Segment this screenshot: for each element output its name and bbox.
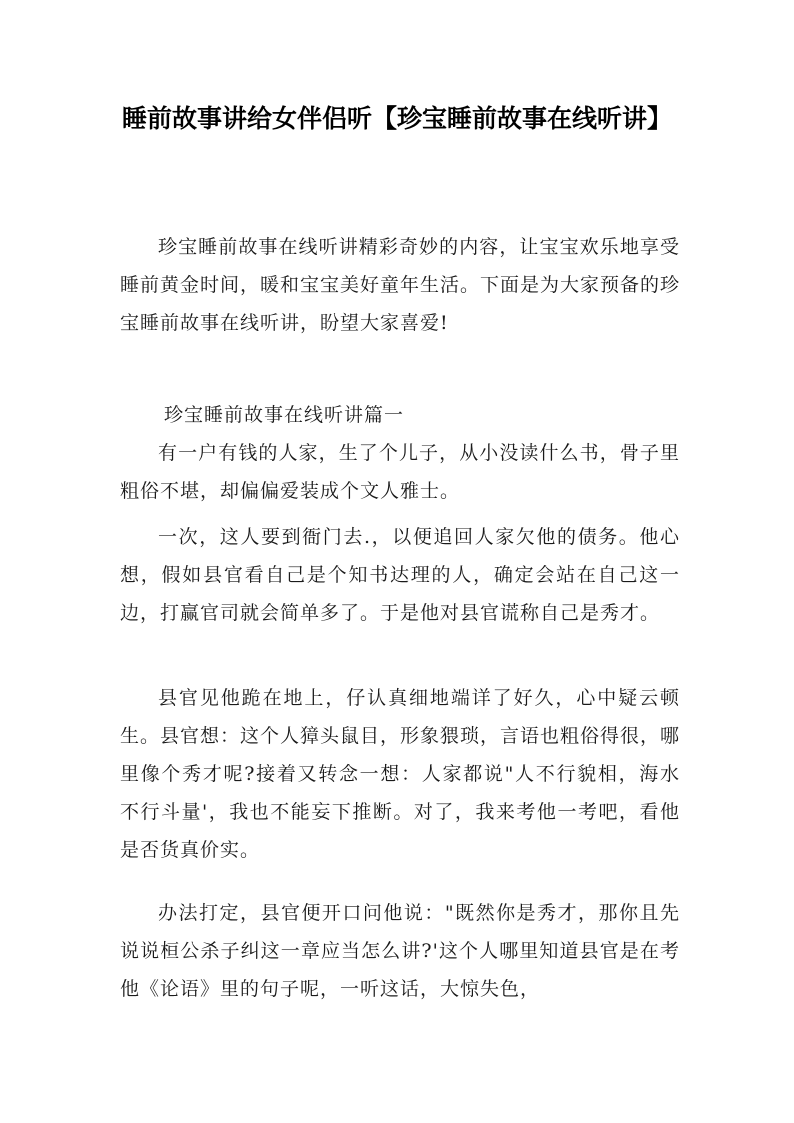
story-paragraph: 有一户有钱的人家，生了个儿子，从小没读什么书，骨子里粗俗不堪，却偏偏爱装成个文人雅士。 <box>120 442 680 502</box>
story-paragraph: 县官见他跪在地上，仔认真细地端详了好久，心中疑云顿生。县官想：这个人獐头鼠目，形象猥琐，言语也粗俗得很，哪里像个秀才呢?接着又转念一想：人家都说"人不行貌相，海水不行斗量'，我也不能妄下推断。对了，我来考他一考吧，看他是否货真价实。 <box>120 687 681 861</box>
intro-paragraph: 珍宝睡前故事在线听讲精彩奇妙的内容，让宝宝欢乐地享受睡前黄金时间，暖和宝宝美好童年生活。下面是为大家预备的珍宝睡前故事在线听讲，盼望大家喜爱! <box>120 236 681 334</box>
story-paragraph: 办法打定，县官便开口问他说："既然你是秀才，那你且先说说桓公杀子纠这一章应当怎么讲?'这个人哪里知道县官是在考他《论语》里的句子呢，一听这话，大惊失色， <box>120 902 680 1000</box>
document-title: 睡前故事讲给女伴侣听【珍宝睡前故事在线听讲】 <box>121 104 672 133</box>
section-heading: 珍宝睡前故事在线听讲篇一 <box>164 404 405 426</box>
story-paragraph: 一次，这人要到衙门去.，以便追回人家欠他的债务。他心想，假如县官看自己是个知书达理的人，确定会站在自己这一边，打赢官司就会简单多了。于是他对县官谎称自己是秀才。 <box>120 526 680 624</box>
